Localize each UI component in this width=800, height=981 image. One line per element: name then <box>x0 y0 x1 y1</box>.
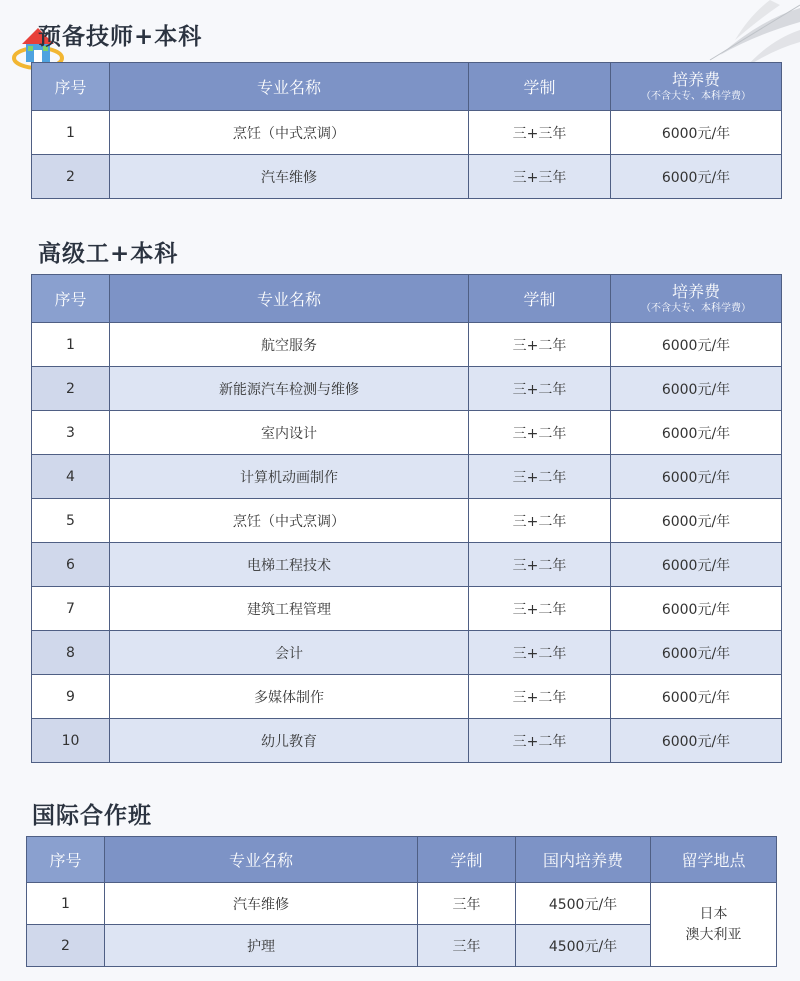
header-major: 专业名称 <box>110 275 469 323</box>
row-no: 1 <box>27 883 105 925</box>
bamboo-leaves-decoration <box>650 0 800 70</box>
section-title-international: 国际合作班 <box>32 803 152 829</box>
study-location-cell <box>651 883 777 967</box>
header-duration: 学制 <box>469 63 611 111</box>
header-fee-label: 培养费 <box>671 282 720 302</box>
row-major: 汽车维修 <box>110 155 469 199</box>
row-major: 会计 <box>110 631 469 675</box>
row-no: 3 <box>32 411 110 455</box>
row-fee: 6000元/年 <box>611 587 782 631</box>
row-duration: 三年 <box>418 925 516 967</box>
header-fee-note: （不含大专、本科学费） <box>641 302 751 314</box>
header-location: 留学地点 <box>651 837 777 883</box>
row-major: 多媒体制作 <box>110 675 469 719</box>
row-fee: 6000元/年 <box>611 155 782 199</box>
row-no: 2 <box>27 925 105 967</box>
location-australia: 澳大利亚 <box>685 926 742 943</box>
table-row <box>32 499 782 543</box>
header-major: 专业名称 <box>110 63 469 111</box>
table-row <box>27 883 777 925</box>
row-fee: 6000元/年 <box>611 499 782 543</box>
row-fee: 6000元/年 <box>611 455 782 499</box>
header-fee-label: 培养费 <box>671 70 720 90</box>
row-major: 建筑工程管理 <box>110 587 469 631</box>
header-no: 序号 <box>27 837 105 883</box>
row-fee: 6000元/年 <box>611 675 782 719</box>
section-title-preparatory-technician: 预备技师+本科 <box>38 24 203 50</box>
row-fee: 6000元/年 <box>611 367 782 411</box>
header-fee <box>611 63 782 111</box>
row-no: 10 <box>32 719 110 763</box>
row-no: 7 <box>32 587 110 631</box>
row-major: 新能源汽车检测与维修 <box>110 367 469 411</box>
row-major: 烹饪（中式烹调） <box>110 111 469 155</box>
row-no: 5 <box>32 499 110 543</box>
table-row <box>32 111 782 155</box>
row-duration: 三+二年 <box>469 411 611 455</box>
row-duration: 三+二年 <box>469 543 611 587</box>
table-row <box>32 323 782 367</box>
row-no: 2 <box>32 155 110 199</box>
header-no: 序号 <box>32 63 110 111</box>
header-duration: 学制 <box>469 275 611 323</box>
header-major: 专业名称 <box>105 837 418 883</box>
row-duration: 三+二年 <box>469 587 611 631</box>
section-title-senior-worker: 高级工+本科 <box>38 241 179 267</box>
senior-worker-table <box>31 274 782 763</box>
row-duration: 三年 <box>418 883 516 925</box>
header-no: 序号 <box>32 275 110 323</box>
row-major: 汽车维修 <box>105 883 418 925</box>
row-no: 6 <box>32 543 110 587</box>
header-fee-note: （不含大专、本科学费） <box>641 90 751 102</box>
row-fee: 6000元/年 <box>611 631 782 675</box>
row-major: 幼儿教育 <box>110 719 469 763</box>
row-major: 烹饪（中式烹调） <box>110 499 469 543</box>
header-fee <box>611 275 782 323</box>
row-major: 室内设计 <box>110 411 469 455</box>
international-table <box>26 836 777 967</box>
row-no: 9 <box>32 675 110 719</box>
preparatory-technician-table <box>31 62 782 199</box>
table-row <box>32 155 782 199</box>
row-no: 1 <box>32 111 110 155</box>
table-row <box>32 411 782 455</box>
row-no: 1 <box>32 323 110 367</box>
row-duration: 三+二年 <box>469 675 611 719</box>
row-fee: 6000元/年 <box>611 323 782 367</box>
table-row <box>32 631 782 675</box>
table-row <box>32 455 782 499</box>
row-fee: 6000元/年 <box>611 411 782 455</box>
row-major: 计算机动画制作 <box>110 455 469 499</box>
row-no: 4 <box>32 455 110 499</box>
table-header-row <box>32 63 782 111</box>
row-duration: 三+二年 <box>469 631 611 675</box>
row-duration: 三+二年 <box>469 323 611 367</box>
header-duration: 学制 <box>418 837 516 883</box>
row-no: 2 <box>32 367 110 411</box>
table-row <box>32 675 782 719</box>
row-duration: 三+二年 <box>469 499 611 543</box>
location-japan: 日本 <box>699 906 728 923</box>
header-domestic-fee: 国内培养费 <box>516 837 651 883</box>
table-row <box>32 587 782 631</box>
row-duration: 三+三年 <box>469 111 611 155</box>
row-duration: 三+二年 <box>469 367 611 411</box>
row-duration: 三+二年 <box>469 719 611 763</box>
row-fee: 6000元/年 <box>611 111 782 155</box>
row-no: 8 <box>32 631 110 675</box>
row-fee: 6000元/年 <box>611 543 782 587</box>
table-row <box>32 719 782 763</box>
row-fee: 6000元/年 <box>611 719 782 763</box>
row-duration: 三+二年 <box>469 455 611 499</box>
table-row <box>32 367 782 411</box>
row-major: 航空服务 <box>110 323 469 367</box>
row-fee: 4500元/年 <box>516 925 651 967</box>
row-duration: 三+三年 <box>469 155 611 199</box>
table-header-row <box>27 837 777 883</box>
row-major: 护理 <box>105 925 418 967</box>
table-header-row <box>32 275 782 323</box>
row-major: 电梯工程技术 <box>110 543 469 587</box>
table-row <box>32 543 782 587</box>
row-fee: 4500元/年 <box>516 883 651 925</box>
